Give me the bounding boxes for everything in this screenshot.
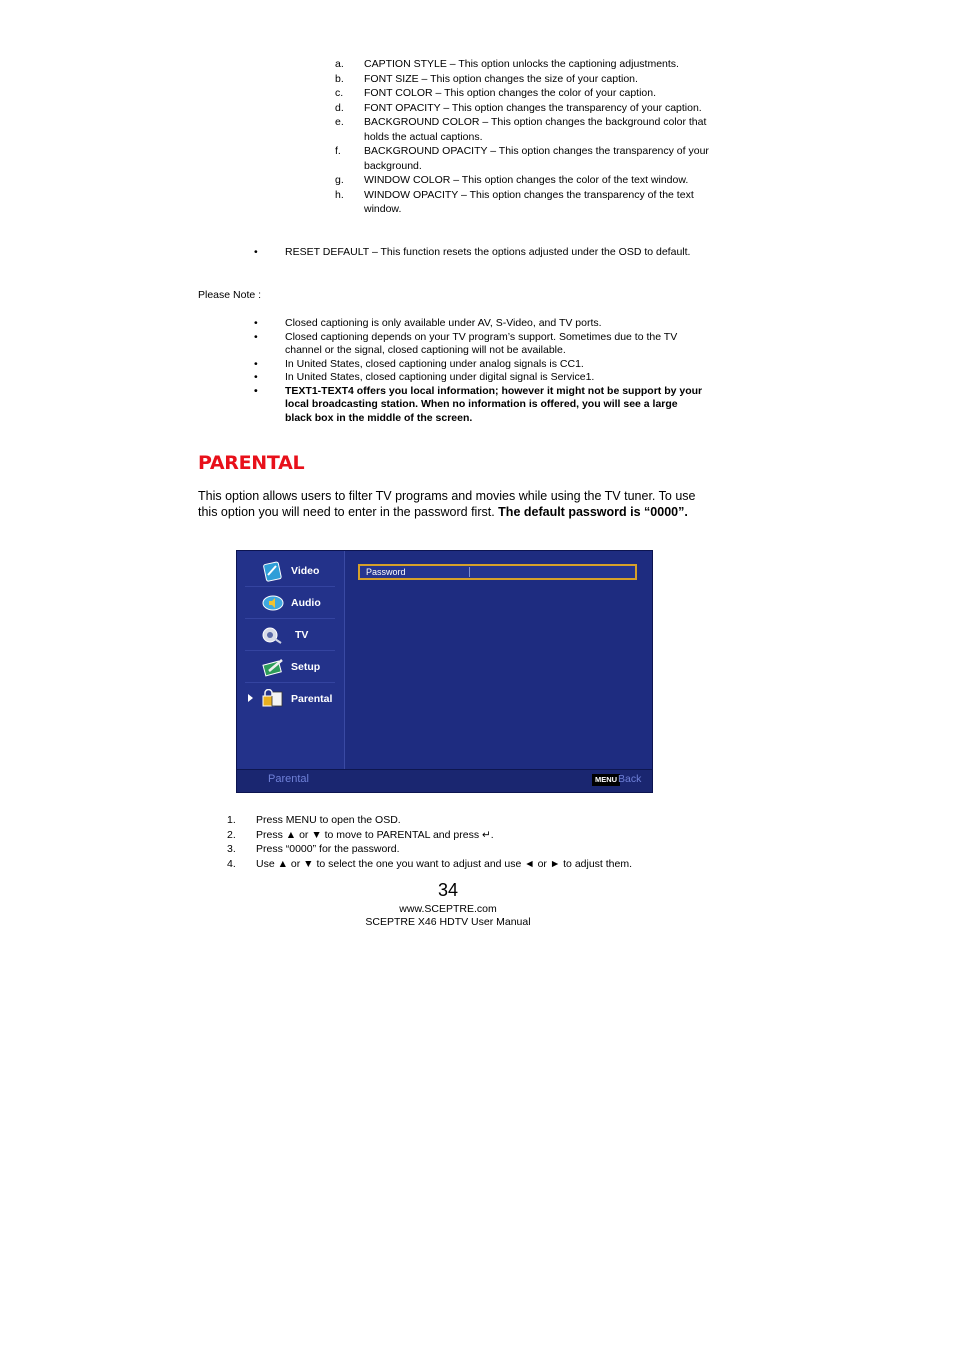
password-divider (469, 567, 470, 577)
list-item: • In United States, closed captioning under digital signal is Service1. (254, 371, 595, 383)
speaker-icon (261, 593, 285, 613)
footer-website: www.SCEPTRE.com (399, 903, 497, 915)
list-item: • TEXT1-TEXT4 offers you local information; however it might not be support by your local broadcasting station. When no information is offered, you will see a large black box in the middle of the screen. (254, 384, 703, 424)
intro-paragraph (198, 489, 698, 520)
list-item: f. BACKGROUND OPACITY – This option changes the transparency of your background. (335, 145, 709, 172)
list-item: 2. Press ▲ or ▼ to move to PARENTAL and press ↵. (227, 828, 494, 841)
osd-bottom-bar (237, 769, 652, 792)
osd-menu-setup[interactable]: Setup (245, 652, 335, 683)
list-item: b. FONT SIZE – This option changes the size of your caption. (335, 72, 638, 85)
osd-bottom-title: Parental (268, 773, 309, 785)
osd-screenshot (236, 550, 653, 793)
list-item: 3. Press “0000” for the password. (227, 843, 400, 855)
osd-menu-tv[interactable]: TV (245, 620, 335, 651)
list-item: 1. Press MENU to open the OSD. (227, 814, 401, 826)
osd-menu-audio[interactable]: Audio (245, 588, 335, 619)
wrench-icon (261, 657, 285, 677)
notes-list (254, 317, 704, 425)
menu-badge: MENU (592, 774, 620, 786)
page-number: 34 (437, 880, 459, 900)
list-item: g. WINDOW COLOR – This option changes the color of the text window. (335, 174, 689, 186)
list-item: e. BACKGROUND COLOR – This option changes the background color that holds the actual captions. (335, 116, 707, 143)
list-item: h. WINDOW OPACITY – This option changes the transparency of the text window. (335, 188, 694, 215)
list-item: • In United States, closed captioning under analog signals is CC1. (254, 357, 584, 370)
password-label: Password (366, 567, 406, 577)
video-icon (261, 561, 285, 581)
back-button[interactable]: Back (618, 773, 642, 785)
list-item: • RESET DEFAULT – This function resets the options adjusted under the OSD to default. (254, 246, 691, 258)
steps-list (227, 813, 727, 871)
list-item: • Closed captioning is only available under AV, S-Video, and TV ports. (254, 317, 602, 329)
footer-manual-title: SCEPTRE X46 HDTV User Manual (365, 916, 531, 928)
intro-text: This option allows users to filter TV programs and movies while using the TV tuner. To use this option you will need to enter in the password first. (198, 489, 696, 519)
osd-menu-parental[interactable]: Parental (245, 684, 335, 714)
osd-main-panel (345, 551, 652, 771)
lock-icon (261, 689, 285, 709)
list-item: d. FONT OPACITY – This option changes the transparency of your caption. (335, 101, 702, 114)
reset-default-list (254, 245, 704, 260)
list-item: c. FONT COLOR – This option changes the color of your caption. (335, 87, 657, 99)
satellite-icon (261, 625, 285, 645)
list-item: 4. Use ▲ or ▼ to select the one you want to adjust and use ◄ or ► to adjust them. (227, 857, 633, 870)
intro-bold-text: The default password is “0000”. (498, 504, 688, 519)
list-item: • Closed captioning depends on your TV program’s support. Sometimes due to the TV channel or the signal, closed captioning will not be available. (254, 330, 678, 356)
list-item: a. CAPTION STYLE – This option unlocks the captioning adjustments. (335, 58, 679, 70)
section-title: PARENTAL (198, 452, 305, 474)
caption-options-list (335, 57, 715, 217)
password-field[interactable] (358, 564, 637, 580)
osd-menu-video[interactable]: Video (245, 556, 335, 587)
please-note-label: Please Note : (198, 289, 262, 301)
osd-sidebar (237, 551, 345, 771)
